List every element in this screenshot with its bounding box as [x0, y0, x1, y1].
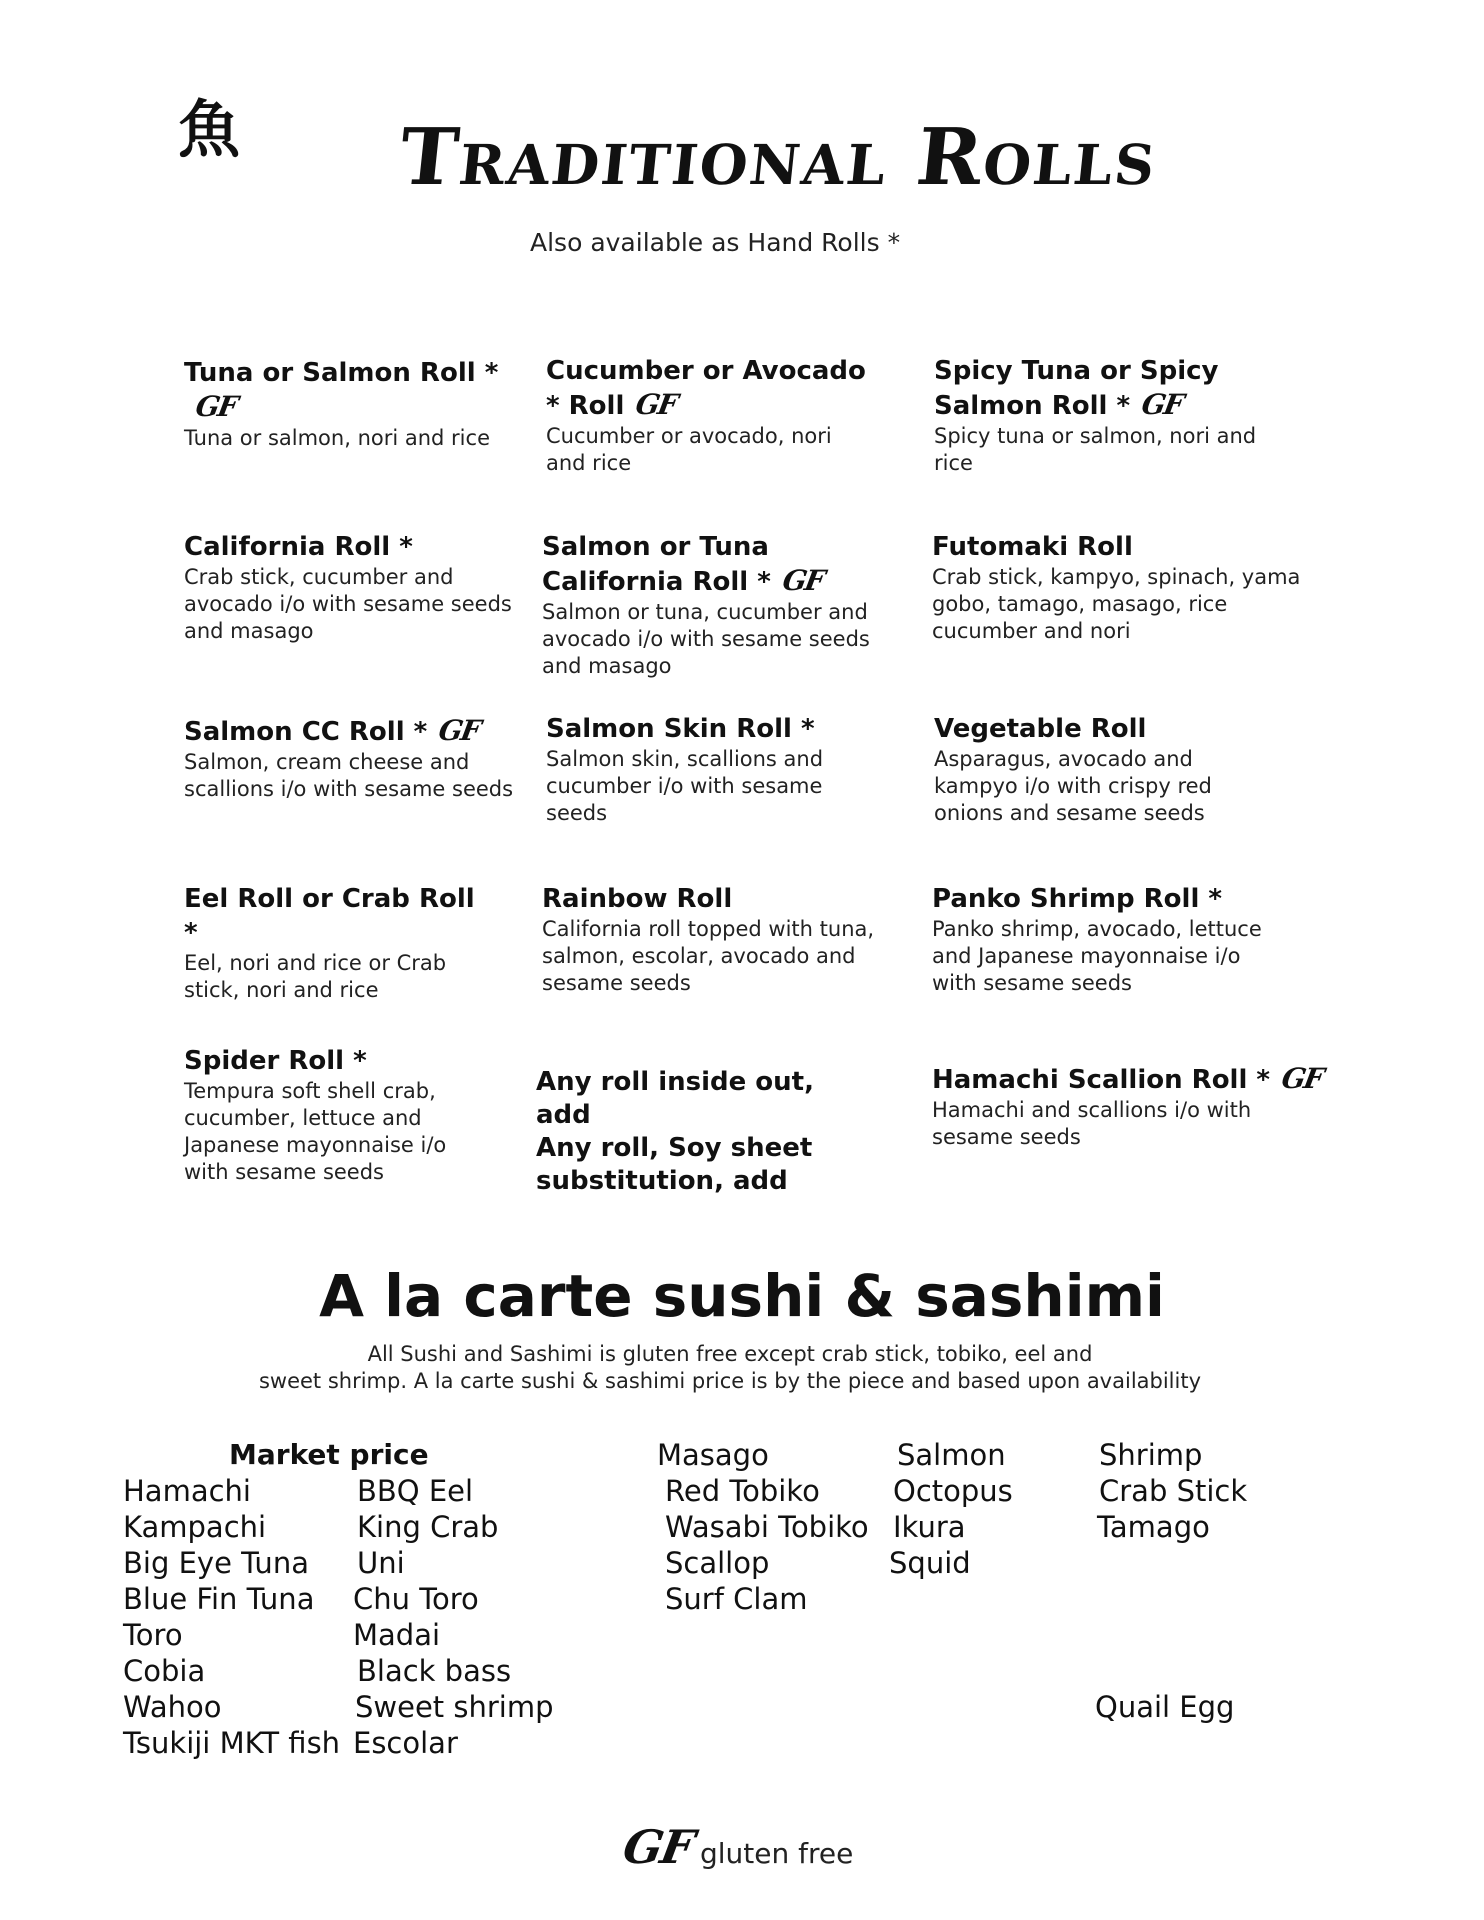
- roll-item: [184, 714, 514, 803]
- fish-item: Escolar: [353, 1726, 458, 1760]
- fish-item: BBQ Eel: [357, 1474, 474, 1508]
- roll-name: Rainbow Roll: [542, 884, 733, 914]
- roll-name: Spicy Tuna or Spicy Salmon Roll *: [934, 356, 1219, 421]
- fish-item: Surf Clam: [665, 1582, 808, 1616]
- alacarte-title: A la carte sushi & sashimi: [319, 1262, 1165, 1330]
- fish-item: Toro: [123, 1618, 183, 1652]
- fish-item: King Crab: [357, 1510, 499, 1544]
- fish-item: Sweet shrimp: [355, 1690, 554, 1724]
- fish-item: Shrimp: [1099, 1438, 1203, 1472]
- roll-description: Salmon, cream cheese and scallions i/o with sesame seeds: [184, 750, 514, 801]
- roll-item: [932, 1062, 1325, 1151]
- roll-name: Tuna or Salmon Roll *: [184, 358, 499, 388]
- fish-item: Tamago: [1097, 1510, 1210, 1544]
- fish-item: Black bass: [357, 1654, 512, 1688]
- roll-description: Cucumber or avocado, nori and rice: [546, 424, 832, 475]
- roll-item: [546, 354, 876, 477]
- addon-line: Any roll inside out, add: [536, 1067, 814, 1130]
- gluten-free-icon: GF: [633, 388, 680, 421]
- fish-item: Quail Egg: [1095, 1690, 1235, 1724]
- fish-item: Squid: [889, 1546, 971, 1580]
- roll-item: [184, 882, 484, 1004]
- roll-description: Salmon skin, scallions and cucumber i/o with sesame seeds: [546, 747, 824, 825]
- roll-item: [184, 356, 524, 452]
- gluten-free-icon: GF: [780, 564, 826, 597]
- roll-description: Eel, nori and rice or Crab stick, nori and rice: [184, 951, 447, 1002]
- alacarte-note-line1: All Sushi and Sashimi is gluten free except crab stick, tobiko, eel and: [367, 1342, 1093, 1366]
- gluten-free-icon: GF: [193, 390, 239, 423]
- fish-item: Cobia: [123, 1654, 206, 1688]
- fish-item: Wahoo: [123, 1690, 222, 1724]
- fish-item: Crab Stick: [1099, 1474, 1248, 1508]
- roll-item: [934, 712, 1254, 827]
- page-title: Traditional Rolls: [395, 112, 1162, 203]
- gluten-free-legend: [619, 1820, 854, 1874]
- roll-item: [184, 1044, 494, 1186]
- roll-name: Futomaki Roll: [932, 532, 1133, 562]
- roll-name: Cucumber or Avocado * Roll: [546, 356, 866, 421]
- fish-item: Wasabi Tobiko: [665, 1510, 869, 1544]
- gluten-free-icon: GF: [619, 1820, 697, 1874]
- hand-rolls-note: Also available as Hand Rolls *: [530, 228, 901, 257]
- roll-item: [934, 354, 1264, 477]
- fish-item: Blue Fin Tuna: [123, 1582, 315, 1616]
- fish-item: Madai: [353, 1618, 441, 1652]
- roll-item: [932, 530, 1322, 645]
- roll-item: [542, 530, 892, 680]
- fish-item: Ikura: [893, 1510, 966, 1544]
- roll-description: Asparagus, avocado and kampyo i/o with crispy red onions and sesame seeds: [934, 747, 1212, 825]
- fish-item: Octopus: [893, 1474, 1013, 1508]
- market-price-label: Market price: [229, 1438, 429, 1471]
- addon-line: substitution, add: [536, 1166, 788, 1196]
- roll-name: California Roll *: [184, 532, 413, 562]
- roll-description: Tuna or salmon, nori and rice: [184, 426, 490, 450]
- fish-item: Hamachi: [123, 1474, 251, 1508]
- fish-item: Tsukiji MKT fish: [123, 1726, 341, 1760]
- roll-description: Spicy tuna or salmon, nori and rice: [934, 424, 1257, 475]
- roll-name: Vegetable Roll: [934, 714, 1147, 744]
- roll-addons: [536, 1066, 876, 1198]
- gluten-free-icon: GF: [1139, 388, 1185, 421]
- roll-description: Panko shrimp, avocado, lettuce and Japanese mayonnaise i/o with sesame seeds: [932, 917, 1262, 995]
- roll-item: [546, 712, 846, 827]
- roll-item: [184, 530, 524, 645]
- roll-name: Spider Roll *: [184, 1046, 367, 1076]
- roll-description: Tempura soft shell crab, cucumber, lettuce and Japanese mayonnaise i/o with sesame seeds: [184, 1079, 447, 1184]
- fish-item: Masago: [657, 1438, 769, 1472]
- roll-item: [932, 882, 1262, 997]
- fish-item: Big Eye Tuna: [123, 1546, 309, 1580]
- fish-item: Uni: [357, 1546, 405, 1580]
- alacarte-note-line2: sweet shrimp. A la carte sushi & sashimi price is by the piece and based upon availability: [258, 1369, 1202, 1393]
- fish-kanji-icon: 魚: [178, 93, 241, 166]
- roll-description: Crab stick, kampyo, spinach, yama gobo, tamago, masago, rice cucumber and nori: [932, 565, 1301, 643]
- roll-description: Salmon or tuna, cucumber and avocado i/o with sesame seeds and masago: [542, 600, 870, 678]
- legend-text: gluten free: [699, 1837, 854, 1870]
- fish-item: Kampachi: [123, 1510, 267, 1544]
- addon-line: Any roll, Soy sheet: [536, 1133, 813, 1163]
- roll-name: Salmon CC Roll *: [184, 717, 428, 747]
- gluten-free-icon: GF: [1279, 1062, 1325, 1095]
- roll-description: California roll topped with tuna, salmon, escolar, avocado and sesame seeds: [542, 917, 875, 995]
- gluten-free-icon: GF: [436, 714, 483, 747]
- fish-item: Red Tobiko: [665, 1474, 820, 1508]
- roll-name: Eel Roll or Crab Roll *: [184, 884, 475, 948]
- fish-item: Salmon: [897, 1438, 1006, 1472]
- roll-name: Salmon or Tuna California Roll *: [542, 532, 771, 597]
- fish-item: Scallop: [665, 1546, 770, 1580]
- fish-item: Chu Toro: [353, 1582, 479, 1616]
- roll-name: Panko Shrimp Roll *: [932, 884, 1222, 914]
- roll-item: [542, 882, 892, 997]
- roll-name: Hamachi Scallion Roll *: [932, 1065, 1271, 1095]
- roll-name: Salmon Skin Roll *: [546, 714, 815, 744]
- roll-description: Crab stick, cucumber and avocado i/o with sesame seeds and masago: [184, 565, 512, 643]
- roll-description: Hamachi and scallions i/o with sesame seeds: [932, 1098, 1252, 1149]
